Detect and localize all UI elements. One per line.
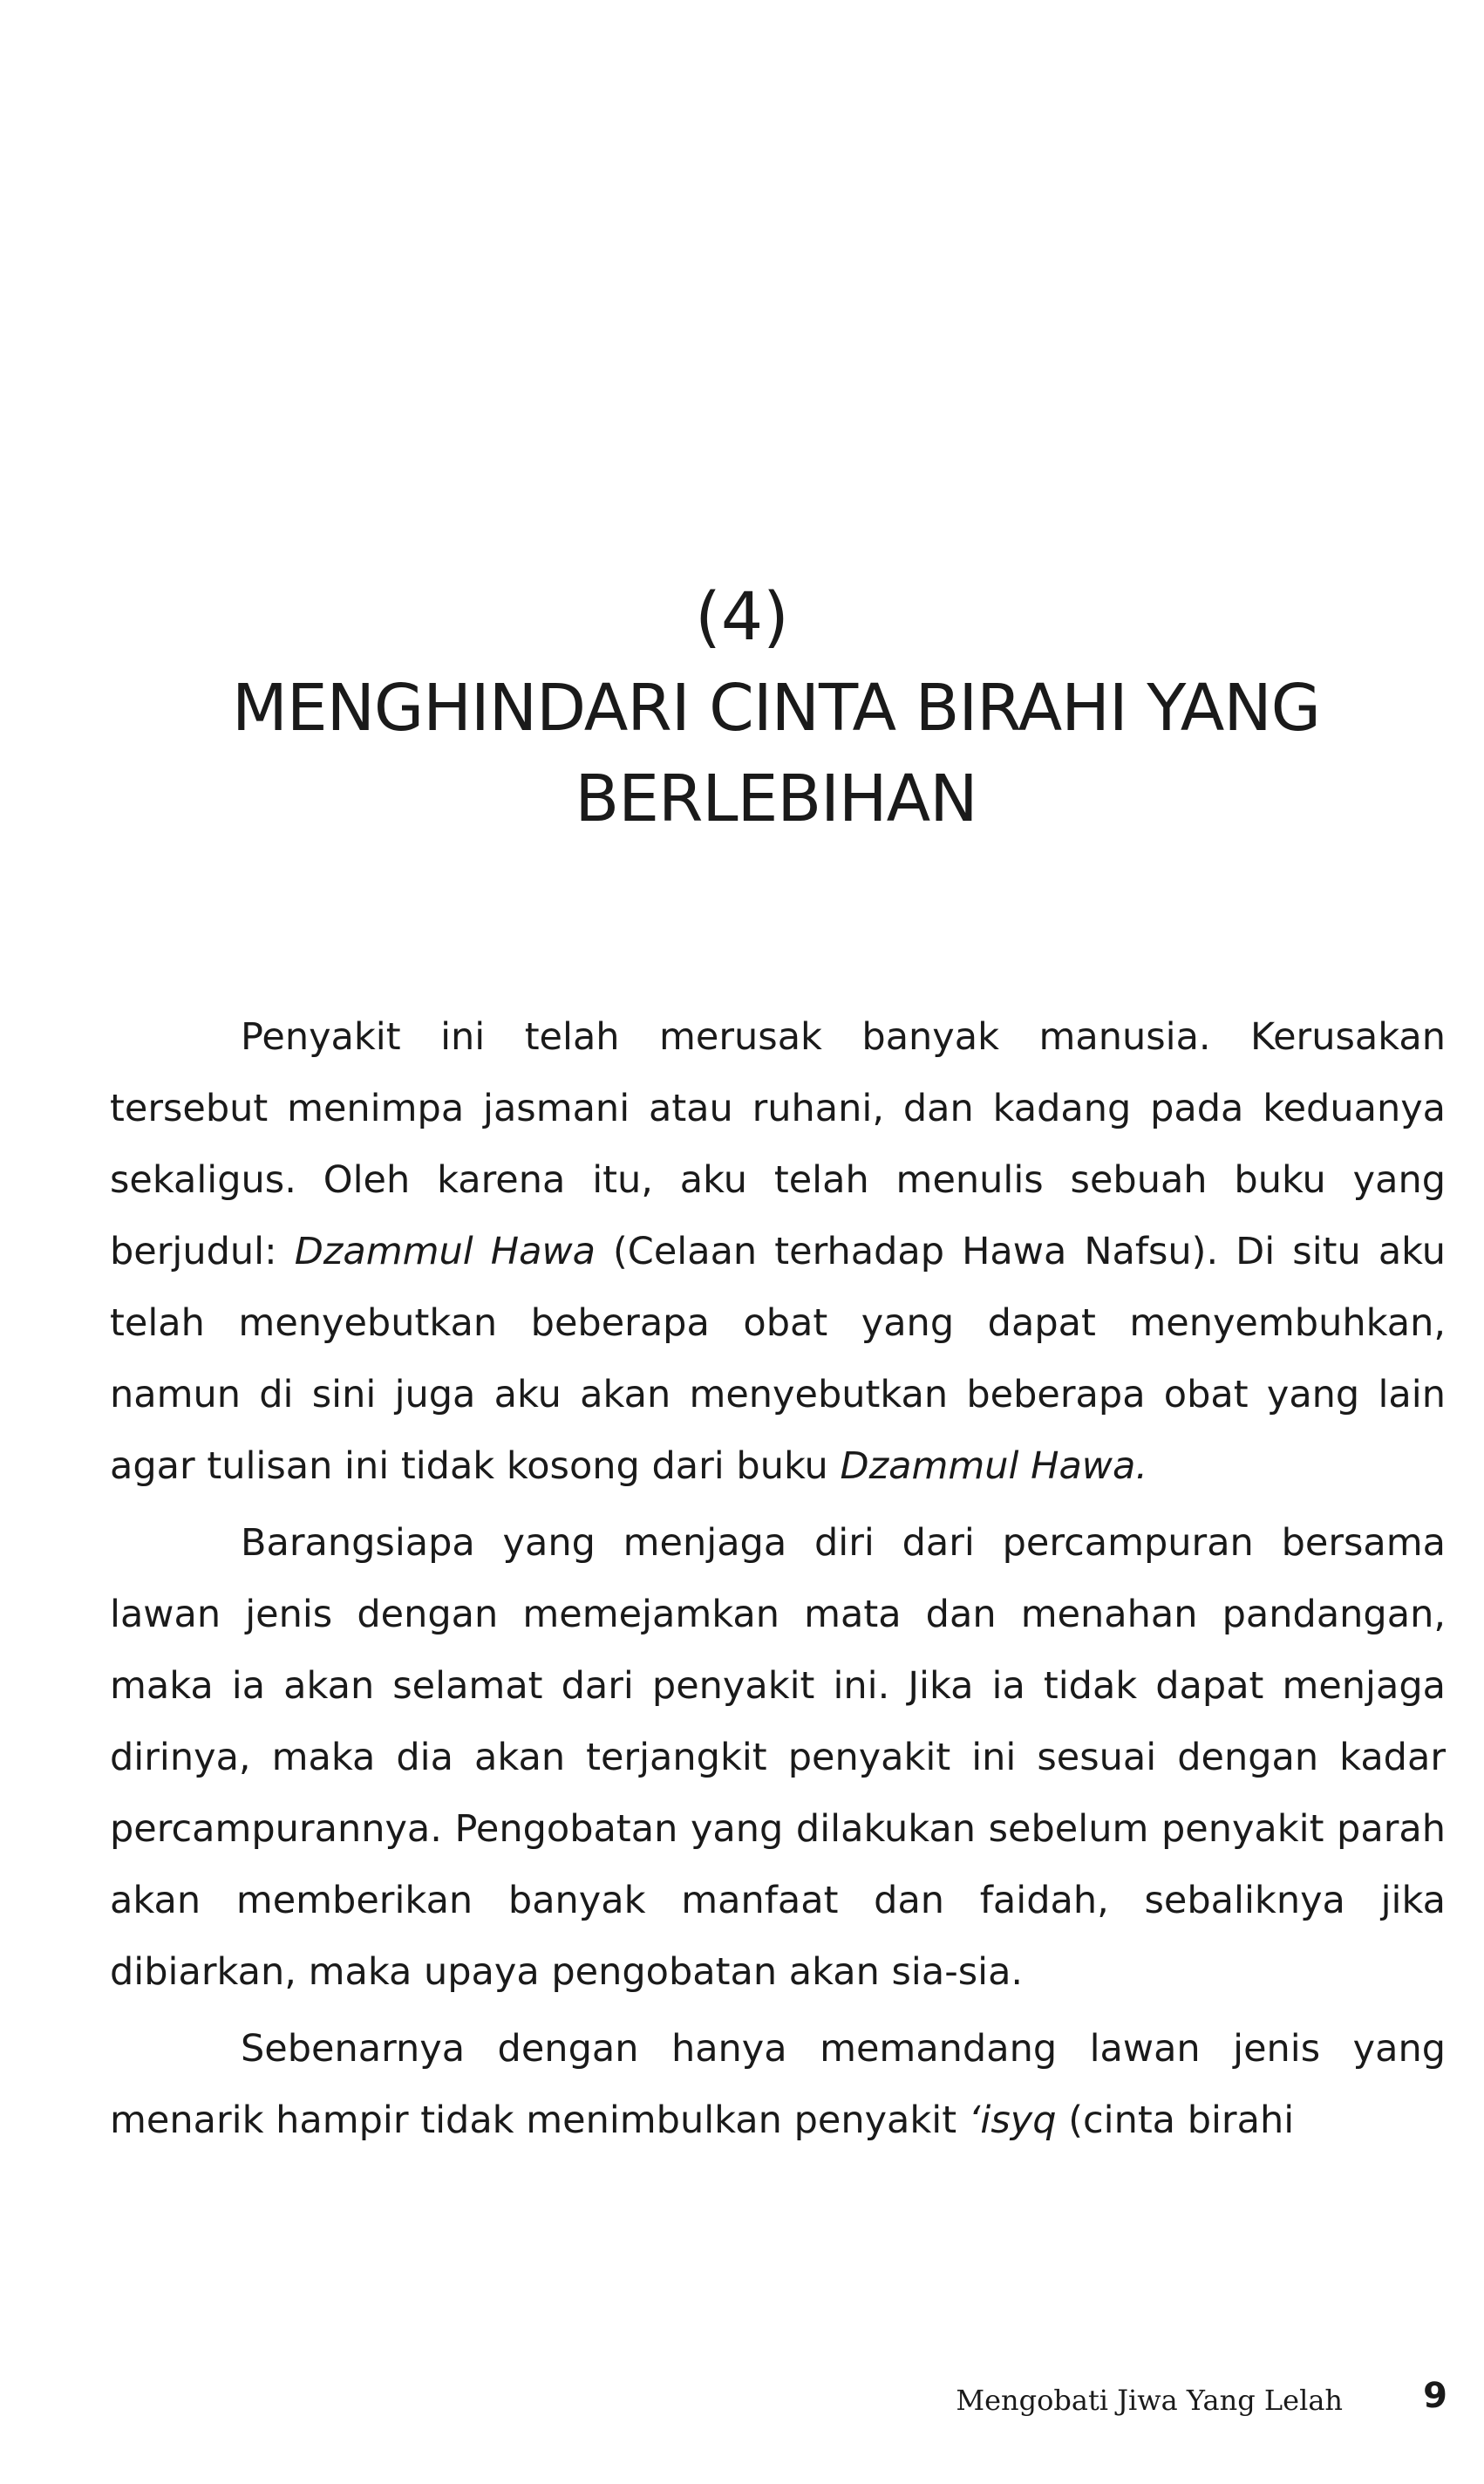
chapter-title-line-1: MENGHINDARI CINTA BIRAHI YANG — [231, 671, 1321, 746]
paragraph-2: Barangsiapa yang menjaga diri dari percampuran bersama lawan jenis dengan memejamkan mata dan menahan pandangan, maka ia akan selamat dari penyakit ini. Jika ia tidak dapat menjaga dirinya, maka dia akan terjangkit penyakit ini sesuai dengan kadar percampurannya. Pengobatan yang dilakukan sebelum penyakit parah akan memberikan banyak manfaat dan faidah, sebaliknya jika dibiarkan, maka upaya pengobatan akan sia-sia. — [110, 1521, 1446, 1994]
paragraph-3-text-a: Sebenarnya dengan hanya memandang lawan jenis yang menarik hampir tidak menimbulkan penyakit — [110, 2027, 1446, 2142]
paragraph-1 — [110, 1001, 1446, 1502]
running-footer-title: Mengobati Jiwa Yang Lelah — [956, 2384, 1343, 2417]
page-number: 9 — [1423, 2376, 1447, 2416]
chapter-number: (4) — [695, 577, 789, 655]
book-title-italic-2: Dzammul Hawa. — [840, 1444, 1147, 1488]
isyq-term-italic: ‘isyq — [968, 2098, 1057, 2142]
paragraph-3 — [110, 2013, 1446, 2156]
paragraph-3-text-c: (cinta birahi — [1056, 2098, 1295, 2142]
chapter-title — [157, 663, 1395, 844]
body-text — [110, 1001, 1446, 2158]
paragraph-1-text-c: (Celaan terhadap Hawa Nafsu). Di situ aku telah menyebutkan beberapa obat yang dapat menyembuhkan, namun di sini juga aku akan menyebutkan beberapa obat yang lain agar tulisan ini tidak kosong dari buku — [110, 1230, 1447, 1488]
paragraph-1-text-a: Penyakit ini telah merusak banyak manusia. Kerusakan tersebut menimpa jasmani atau ruhani, dan kadang pada keduanya sekaligus. Oleh karena itu, aku telah menulis sebuah buku yang berjudul: — [110, 1015, 1446, 1273]
chapter-title-line-2: BERLEBIHAN — [575, 761, 977, 836]
book-title-italic: Dzammul Hawa — [294, 1230, 596, 1273]
